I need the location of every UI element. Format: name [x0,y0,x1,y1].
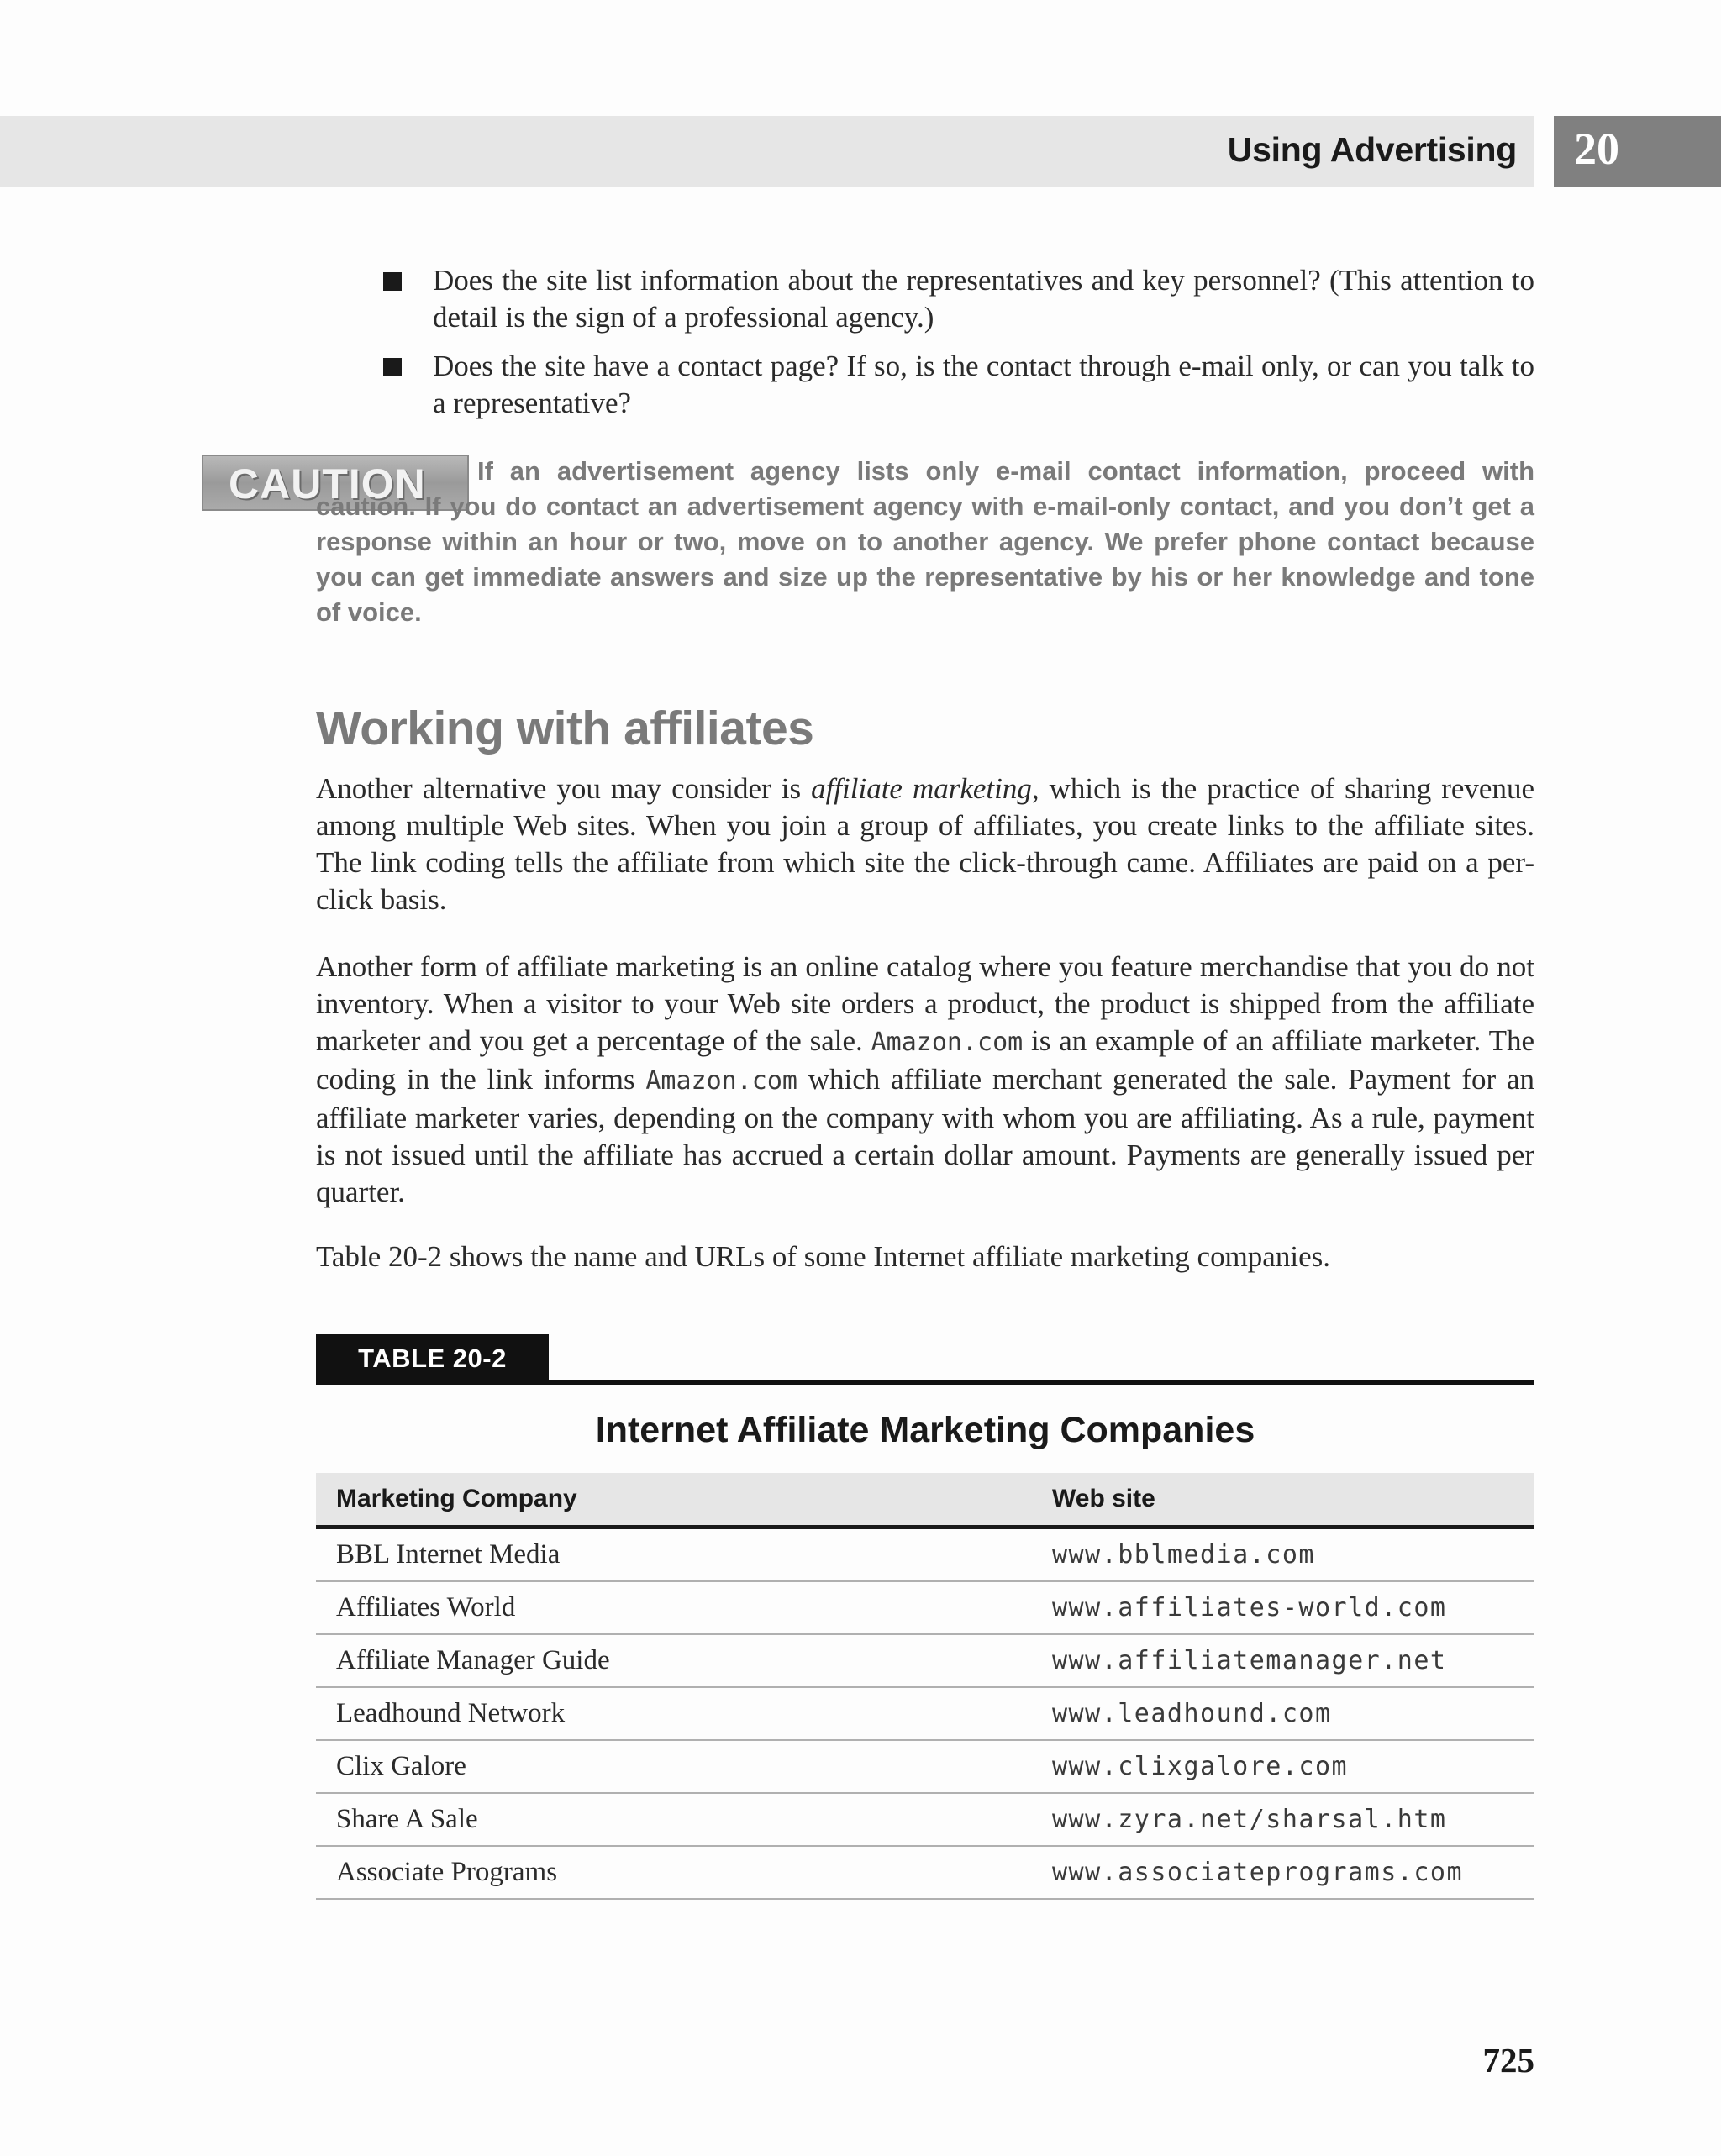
website-cell: www.associateprograms.com [1032,1846,1534,1899]
bullet-list [380,262,1534,434]
table-row [316,1528,1534,1582]
paragraph-table-intro: Table 20-2 shows the name and URLs of some Internet affiliate marketing companies. [316,1240,1330,1273]
section-heading: Working with affiliates [316,702,814,755]
website-cell: www.clixgalore.com [1032,1740,1534,1793]
table-title: Internet Affiliate Marketing Companies [595,1410,1255,1450]
square-bullet-icon [383,358,402,376]
company-cell: BBL Internet Media [316,1528,1032,1582]
bullet-item [380,262,1534,336]
column-header-company: Marketing Company [316,1473,1032,1528]
page-number: 725 [1482,2041,1534,2080]
bullet-text: Does the site list information about the representatives and key personnel? (This attention to detail is the sign of a professional agency.) [433,264,1534,334]
para2-code2: Amazon.com [645,1066,797,1096]
square-bullet-icon [383,272,402,291]
website-cell: www.leadhound.com [1032,1687,1534,1740]
company-cell: Leadhound Network [316,1687,1032,1740]
company-cell: Affiliates World [316,1581,1032,1634]
para1-term: affiliate marketing [811,772,1032,805]
table-label: TABLE 20-2 [316,1334,549,1382]
column-header-website: Web site [1032,1473,1534,1528]
company-cell: Clix Galore [316,1740,1032,1793]
website-cell: www.affiliates-world.com [1032,1581,1534,1634]
paragraph-online-catalog [316,949,1534,1211]
table-row [316,1793,1534,1846]
table-row [316,1634,1534,1687]
caution-label: CAUTION [229,460,426,507]
bullet-item [380,348,1534,422]
running-header-title: Using Advertising [1227,130,1517,169]
table-top-rule [316,1380,1534,1385]
website-cell: www.affiliatemanager.net [1032,1634,1534,1687]
chapter-number: 20 [1574,124,1619,174]
para2-part2: is an example of an affiliate marketer. The coding in the link informs [316,1024,1534,1096]
para2-part3: which affiliate merchant generated the sale. Payment for an affiliate marketer varies, depending on the company with whom you are affiliating. As a rule, payment is not issued until the affiliate has accrued a certain dollar amount. Payments are generally issued per quarter. [316,1063,1534,1208]
table-header-row [316,1473,1534,1528]
company-cell: Share A Sale [316,1793,1032,1846]
table-row [316,1581,1534,1634]
company-cell: Affiliate Manager Guide [316,1634,1032,1687]
para2-part1: Another form of affiliate marketing is an online catalog where you feature merchandise that you do not inventory. When a visitor to your Web site orders a product, the product is shipped from the affiliate marketer and you get a percentage of the sale. [316,950,1534,1057]
paragraph-affiliate-marketing [316,770,1534,918]
para2-code1: Amazon.com [871,1028,1024,1057]
website-cell: www.bblmedia.com [1032,1528,1534,1582]
table-row [316,1687,1534,1740]
table-row [316,1846,1534,1899]
affiliate-companies-table [316,1473,1534,1900]
para1-before: Another alternative you may consider is [316,772,812,805]
para1-after: , which is the practice of sharing revenue among multiple Web sites. When you join a group of affiliates, you create links to the affiliate sites. The link coding tells the affiliate from which site the click-through came. Affiliates are paid on a per-click basis. [316,772,1534,916]
website-cell: www.zyra.net/sharsal.htm [1032,1793,1534,1846]
company-cell: Associate Programs [316,1846,1032,1899]
caution-text: If an advertisement agency lists only e-mail contact information, proceed with caution. If you do contact an advertisement agency with e-mail-only contact, and you don’t get a response within an hour or two, move on to another agency. We prefer phone contact because you can get immediate answers and size up the representative by his or her knowledge and tone of voice. [316,456,1534,627]
table-row [316,1740,1534,1793]
bullet-text: Does the site have a contact page? If so, is the contact through e-mail only, or can you talk to a representative? [433,350,1534,419]
